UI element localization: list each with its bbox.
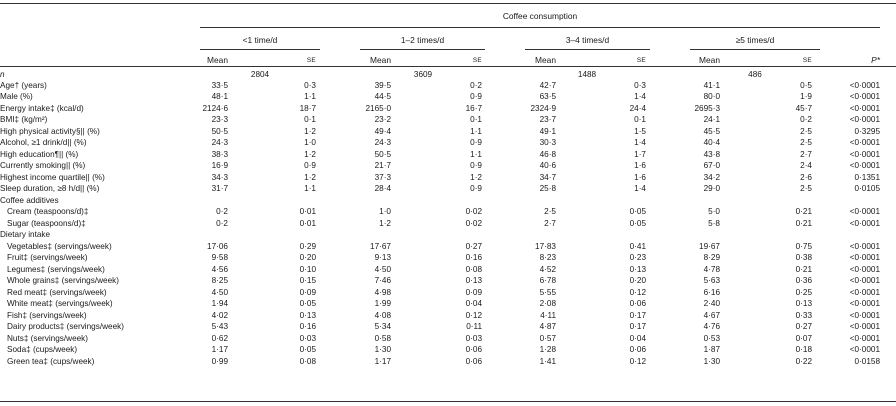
se-cell: 0·11 <box>466 322 482 331</box>
se-cell: 1·5 <box>634 126 646 136</box>
mean-cell: 31·7 <box>211 184 228 193</box>
se-cell: 2·5 <box>800 126 812 136</box>
se-cell: 0·12 <box>629 287 646 297</box>
mean-cell: 0·2 <box>216 218 228 228</box>
se-cell: 0·08 <box>299 356 316 366</box>
section-heading: Coffee additives <box>0 195 59 205</box>
mean-cell: 48·1 <box>211 92 228 101</box>
mean-cell: 0·62 <box>211 333 228 343</box>
se-cell: 0·9 <box>304 161 316 170</box>
se-cell: 1·0 <box>304 138 316 147</box>
mean-cell: 1·99 <box>374 299 391 308</box>
se-cell: 0·05 <box>629 218 646 228</box>
mean-cell: 33·5 <box>211 80 228 90</box>
se-cell: 0·13 <box>465 276 482 285</box>
se-cell: 0·02 <box>465 218 482 228</box>
mean-cell: 2·7 <box>544 218 556 228</box>
se-cell: 0·21 <box>795 218 812 228</box>
mean-cell: 4·50 <box>374 264 391 274</box>
se-cell: 0·17 <box>629 310 646 320</box>
mean-cell: 2324·9 <box>530 103 556 113</box>
se-cell: 1·6 <box>634 172 646 182</box>
mean-cell: 5·63 <box>703 276 720 285</box>
group-header: ≥5 times/d <box>735 35 775 45</box>
mean-cell: 19·67 <box>699 241 720 251</box>
row-label: Nuts‡ (servings/week) <box>7 333 88 343</box>
p-value-cell: <0·0001 <box>849 276 880 285</box>
header-rule <box>0 66 896 67</box>
mean-cell: 23·7 <box>539 115 556 124</box>
n-value: 1488 <box>577 70 597 79</box>
mean-cell: 9·13 <box>374 253 391 262</box>
mean-cell: 4·56 <box>211 264 228 274</box>
p-value-cell: <0·0001 <box>849 92 880 101</box>
se-cell: 0·07 <box>795 333 812 343</box>
mean-cell: 34·3 <box>211 172 228 182</box>
mean-cell: 4·76 <box>703 322 720 331</box>
p-value-cell: 0·0105 <box>854 184 880 193</box>
mean-cell: 23·2 <box>374 115 391 124</box>
se-cell: 0·3 <box>304 80 316 90</box>
mean-cell: 24·3 <box>211 138 228 147</box>
row-label: Dairy products‡ (servings/week) <box>7 322 124 331</box>
mean-cell: 4·08 <box>374 310 391 320</box>
se-cell: 0·20 <box>299 253 316 262</box>
se-cell: 0·04 <box>465 299 482 308</box>
se-cell: 0·06 <box>465 345 482 354</box>
mean-cell: 2165·0 <box>365 103 391 113</box>
se-cell: 0·23 <box>629 253 646 262</box>
se-cell: 0·04 <box>629 333 646 343</box>
row-label: Legumes‡ (servings/week) <box>7 264 105 274</box>
se-cell: 0·16 <box>465 253 482 262</box>
mean-cell: 1·94 <box>211 299 228 308</box>
mean-cell: 17·67 <box>370 241 391 251</box>
mean-header: Mean <box>370 55 391 65</box>
mean-cell: 34·7 <box>539 172 556 182</box>
p-value-cell: <0·0001 <box>849 310 880 320</box>
row-label: Green tea‡ (cups/week) <box>7 356 95 366</box>
row-label: Alcohol, ≥1 drink/d|| (%) <box>0 138 87 147</box>
se-cell: 1·1 <box>470 149 482 159</box>
row-label: Fruit‡ (servings/week) <box>7 253 88 262</box>
p-value-cell: <0·0001 <box>849 161 880 170</box>
p-value-cell: <0·0001 <box>849 80 880 90</box>
se-cell: 0·75 <box>795 241 812 251</box>
se-header: SE <box>306 57 316 64</box>
se-cell: 0·36 <box>795 276 812 285</box>
mean-cell: 43·8 <box>703 149 720 159</box>
se-cell: 0·13 <box>299 310 316 320</box>
p-value-cell: <0·0001 <box>849 264 880 274</box>
mean-cell: 4·52 <box>539 264 556 274</box>
se-cell: 1·2 <box>304 172 316 182</box>
se-cell: 0·1 <box>470 115 482 124</box>
group-underline <box>690 49 820 50</box>
mean-cell: 1·2 <box>379 218 391 228</box>
row-label: Age† (years) <box>0 80 47 90</box>
se-cell: 0·01 <box>299 207 316 216</box>
se-cell: 0·9 <box>470 92 482 101</box>
mean-cell: 25·8 <box>539 184 556 193</box>
mean-cell: 34·2 <box>703 172 720 182</box>
mean-cell: 2124·6 <box>202 103 228 113</box>
se-cell: 0·17 <box>629 322 646 331</box>
mean-header: Mean <box>699 55 720 65</box>
mean-cell: 0·2 <box>216 207 228 216</box>
mean-cell: 4·02 <box>211 310 228 320</box>
mean-cell: 6·16 <box>703 287 720 297</box>
mean-cell: 5·34 <box>374 322 391 331</box>
mean-cell: 50·5 <box>374 149 391 159</box>
group-underline <box>200 49 320 50</box>
se-cell: 0·27 <box>465 241 482 251</box>
mean-cell: 17·83 <box>535 241 556 251</box>
mean-cell: 40·6 <box>539 161 556 170</box>
row-label: High education¶|| (%) <box>0 149 79 159</box>
row-label: Vegetables‡ (servings/week) <box>7 241 112 251</box>
se-cell: 0·03 <box>465 333 482 343</box>
mean-cell: 7·46 <box>374 276 391 285</box>
mean-cell: 5·55 <box>539 287 556 297</box>
se-cell: 0·12 <box>465 310 482 320</box>
se-cell: 0·41 <box>629 241 646 251</box>
mean-cell: 1·17 <box>374 356 391 366</box>
mean-header: Mean <box>535 55 556 65</box>
p-value-cell: 0·3295 <box>854 126 880 136</box>
mean-cell: 1·30 <box>374 345 391 354</box>
se-cell: 0·09 <box>465 287 482 297</box>
se-cell: 0·25 <box>795 287 812 297</box>
mean-cell: 39·5 <box>374 80 391 90</box>
mean-cell: 9·58 <box>211 253 228 262</box>
mean-cell: 1·28 <box>539 345 556 354</box>
p-value-cell: <0·0001 <box>849 218 880 228</box>
p-header: P* <box>871 55 880 65</box>
row-label: High physical activity§|| (%) <box>0 126 100 136</box>
mean-cell: 80·0 <box>703 92 720 101</box>
mean-cell: 6·78 <box>539 276 556 285</box>
row-label: Currently smoking|| (%) <box>0 161 86 170</box>
mean-header: Mean <box>207 55 228 65</box>
se-cell: 0·9 <box>470 184 482 193</box>
mean-cell: 2·40 <box>703 299 720 308</box>
se-cell: 0·18 <box>795 345 812 354</box>
se-cell: 0·9 <box>470 138 482 147</box>
se-cell: 0·13 <box>795 299 812 308</box>
mean-cell: 45·5 <box>703 126 720 136</box>
mean-cell: 4·11 <box>540 310 556 320</box>
mean-cell: 44·5 <box>374 92 391 101</box>
group-underline <box>525 49 650 50</box>
se-cell: 0·29 <box>299 241 316 251</box>
se-cell: 0·2 <box>470 80 482 90</box>
se-header: SE <box>636 57 646 64</box>
se-cell: 1·2 <box>304 149 316 159</box>
se-cell: 0·09 <box>299 287 316 297</box>
mean-cell: 49·1 <box>539 126 556 136</box>
group-underline <box>360 49 485 50</box>
se-cell: 0·01 <box>299 218 316 228</box>
mean-cell: 49·4 <box>374 126 391 136</box>
p-value-cell: <0·0001 <box>849 253 880 262</box>
se-cell: 1·2 <box>470 172 482 182</box>
se-cell: 0·22 <box>795 356 812 366</box>
row-label: Cream (teaspoons/d)‡ <box>7 207 89 216</box>
mean-cell: 4·98 <box>374 287 391 297</box>
mean-cell: 4·67 <box>703 310 720 320</box>
mean-cell: 4·50 <box>211 287 228 297</box>
se-cell: 0·06 <box>629 299 646 308</box>
p-value-cell: <0·0001 <box>849 322 880 331</box>
mean-cell: 40·4 <box>703 138 720 147</box>
se-cell: 45·7 <box>795 103 812 113</box>
mean-cell: 21·7 <box>374 161 391 170</box>
p-value-cell: <0·0001 <box>849 207 880 216</box>
se-cell: 1·1 <box>304 184 316 193</box>
mean-cell: 5·8 <box>708 218 720 228</box>
se-cell: 0·1 <box>634 115 646 124</box>
mean-cell: 5·43 <box>211 322 228 331</box>
se-cell: 0·15 <box>299 276 316 285</box>
row-label: Whole grains‡ (servings/week) <box>7 276 119 285</box>
se-cell: 0·08 <box>465 264 482 274</box>
se-cell: 2·5 <box>800 138 812 147</box>
se-cell: 0·06 <box>629 345 646 354</box>
p-value-cell: <0·0001 <box>849 287 880 297</box>
p-value-cell: <0·0001 <box>849 241 880 251</box>
mean-cell: 1·41 <box>539 356 556 366</box>
row-label: BMI‡ (kg/m²) <box>0 115 48 124</box>
p-value-cell: <0·0001 <box>849 149 880 159</box>
row-label: Sugar (teaspoons/d)‡ <box>7 218 86 228</box>
mean-cell: 0·99 <box>211 356 228 366</box>
mean-cell: 8·23 <box>539 253 556 262</box>
se-cell: 0·21 <box>795 264 812 274</box>
mean-cell: 0·57 <box>539 333 556 343</box>
row-label: Male (%) <box>0 92 33 101</box>
mean-cell: 4·78 <box>703 264 720 274</box>
se-cell: 0·2 <box>800 115 812 124</box>
mean-cell: 1·87 <box>703 345 720 354</box>
mean-cell: 24·3 <box>374 138 391 147</box>
se-cell: 0·06 <box>465 356 482 366</box>
se-cell: 0·3 <box>634 80 646 90</box>
se-cell: 0·05 <box>299 299 316 308</box>
mean-cell: 42·7 <box>539 80 556 90</box>
se-cell: 0·21 <box>795 207 812 216</box>
se-cell: 24·4 <box>629 103 646 113</box>
se-cell: 2·7 <box>800 149 812 159</box>
mean-cell: 37·3 <box>374 172 391 182</box>
se-cell: 0·38 <box>795 253 812 262</box>
section-heading: Dietary intake <box>0 230 51 239</box>
row-label: Highest income quartile|| (%) <box>0 172 105 182</box>
mean-cell: 63·5 <box>539 92 556 101</box>
p-value-cell: <0·0001 <box>849 345 880 354</box>
se-cell: 1·4 <box>634 184 646 193</box>
mean-cell: 67·0 <box>703 161 720 170</box>
se-cell: 0·27 <box>795 322 812 331</box>
mean-cell: 16·9 <box>211 161 228 170</box>
se-header: SE <box>472 57 482 64</box>
se-cell: 0·20 <box>629 276 646 285</box>
se-cell: 2·5 <box>800 184 812 193</box>
n-value: 3609 <box>413 70 433 79</box>
row-label: Sleep duration, ≥8 h/d|| (%) <box>0 184 100 193</box>
p-value-cell: <0·0001 <box>849 115 880 124</box>
p-value-cell: 0·0158 <box>854 356 880 366</box>
mean-cell: 2·5 <box>544 207 556 216</box>
se-cell: 2·4 <box>800 161 812 170</box>
spanner-underline <box>200 27 880 28</box>
mean-cell: 5·0 <box>708 207 720 216</box>
mean-cell: 38·3 <box>211 149 228 159</box>
mean-cell: 23·3 <box>211 115 228 124</box>
se-cell: 0·12 <box>629 356 646 366</box>
n-row-label: n <box>0 70 5 79</box>
se-cell: 0·16 <box>299 322 316 331</box>
se-cell: 0·02 <box>465 207 482 216</box>
n-value: 486 <box>748 70 762 79</box>
mean-cell: 29·0 <box>703 184 720 193</box>
group-header: 3–4 times/d <box>565 35 610 45</box>
se-cell: 1·6 <box>634 161 646 170</box>
bottom-rule <box>0 401 896 402</box>
group-header: 1–2 times/d <box>400 35 445 45</box>
column-spanner-title: Coffee consumption <box>502 11 578 21</box>
mean-cell: 1·17 <box>211 345 228 354</box>
mean-cell: 0·53 <box>703 333 720 343</box>
mean-cell: 24·1 <box>703 115 720 124</box>
se-cell: 0·13 <box>629 264 646 274</box>
mean-cell: 8·25 <box>211 276 228 285</box>
se-cell: 1·7 <box>634 149 646 159</box>
mean-cell: 0·58 <box>374 333 391 343</box>
top-rule <box>0 3 896 4</box>
se-cell: 1·9 <box>800 92 812 101</box>
se-cell: 0·33 <box>795 310 812 320</box>
row-label: Energy intake‡ (kcal/d) <box>0 103 84 113</box>
mean-cell: 4·87 <box>539 322 556 331</box>
mean-cell: 2·08 <box>539 299 556 308</box>
mean-cell: 30·3 <box>539 138 556 147</box>
se-cell: 16·7 <box>465 103 482 113</box>
se-cell: 18·7 <box>299 103 316 113</box>
se-cell: 1·2 <box>304 126 316 136</box>
mean-cell: 17·06 <box>207 241 228 251</box>
row-label: White meat‡ (servings/week) <box>7 299 113 308</box>
p-value-cell: <0·0001 <box>849 138 880 147</box>
mean-cell: 8·29 <box>703 253 720 262</box>
p-value-cell: <0·0001 <box>849 299 880 308</box>
row-label: Red meat‡ (servings/week) <box>7 287 107 297</box>
mean-cell: 2695·3 <box>694 103 720 113</box>
se-cell: 0·03 <box>299 333 316 343</box>
se-cell: 2·6 <box>800 172 812 182</box>
n-value: 2804 <box>250 70 270 79</box>
group-header: <1 time/d <box>242 35 278 45</box>
se-cell: 1·1 <box>470 126 482 136</box>
p-value-cell: <0·0001 <box>849 103 880 113</box>
mean-cell: 28·4 <box>374 184 391 193</box>
p-value-cell: <0·0001 <box>849 333 880 343</box>
row-label: Fish‡ (servings/week) <box>7 310 87 320</box>
mean-cell: 46·8 <box>539 149 556 159</box>
se-header: SE <box>802 57 812 64</box>
p-value-cell: 0·1351 <box>854 172 880 182</box>
mean-cell: 50·5 <box>211 126 228 136</box>
se-cell: 0·9 <box>470 161 482 170</box>
se-cell: 0·05 <box>629 207 646 216</box>
row-label: Soda‡ (cups/week) <box>7 345 78 354</box>
se-cell: 0·10 <box>299 264 316 274</box>
se-cell: 1·4 <box>634 92 646 101</box>
mean-cell: 1·0 <box>379 207 391 216</box>
se-cell: 1·1 <box>304 92 316 101</box>
se-cell: 0·5 <box>800 80 812 90</box>
se-cell: 0·05 <box>299 345 316 354</box>
se-cell: 0·1 <box>304 115 316 124</box>
se-cell: 1·4 <box>634 138 646 147</box>
mean-cell: 1·30 <box>703 356 720 366</box>
mean-cell: 41·1 <box>703 80 720 90</box>
